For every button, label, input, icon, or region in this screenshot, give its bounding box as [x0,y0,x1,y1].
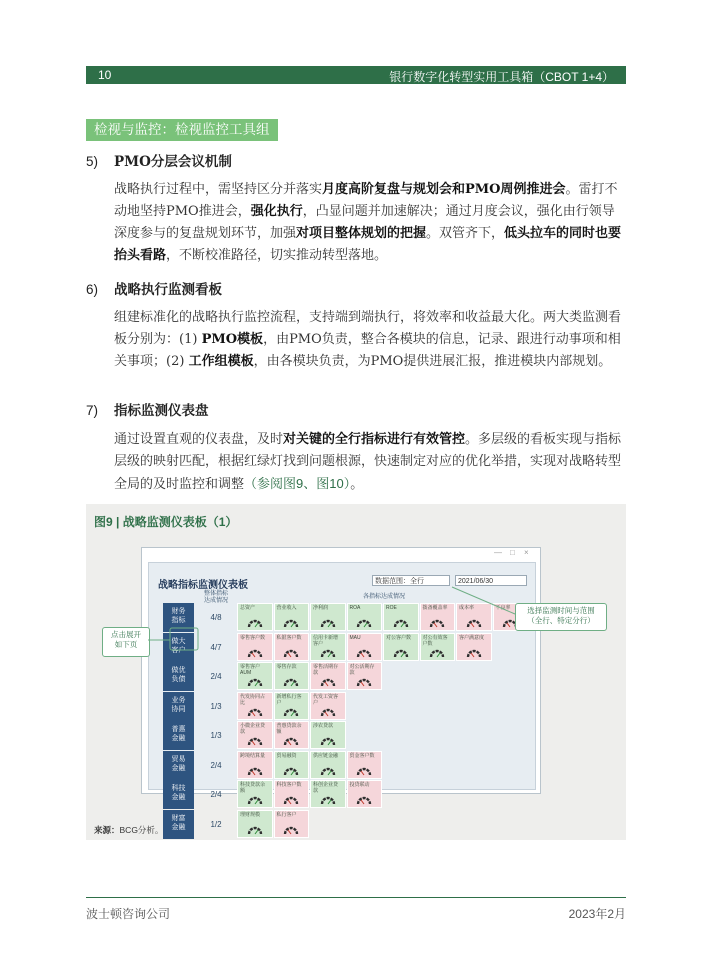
indicator-label: 科技贷款余额 [240,782,266,794]
row-category[interactable]: 贸易 金融 [163,751,194,780]
indicator-label: 投贷联动 [349,782,370,788]
date-input[interactable]: 2021/06/30 [455,575,527,586]
footer-company: 波士顿咨询公司 [86,907,171,921]
body-text: 。双管齐下， [426,226,505,241]
body-text: ，凸显问题并加速解决；通过月度会议，强化由行领导深度参与的复盘规划环节，加强 [114,204,615,241]
indicator-label: 理财规模 [240,811,261,818]
maximize-icon[interactable]: □ [510,548,515,557]
emphasis-text: 工作组模板 [188,354,254,369]
indicator-label: 新增私行客户 [276,693,302,706]
indicator-label: 贸易融资 [276,752,297,759]
row-category[interactable]: 业务 协同 [163,692,194,721]
emphasis-text: 对项目整体规划的把握 [296,226,427,241]
row-ratio: 4/8 [210,613,222,622]
indicator-label: 跨境结算量 [240,752,266,759]
item-number: 7) [86,403,99,418]
minimize-icon[interactable]: — [494,548,502,557]
overall-header: 整体指标 达成情况 [203,591,228,604]
callout-expand: 点击展开 如下页 [102,627,150,657]
indicator-label: 零售活期存款 [313,664,339,676]
indicator-label: 私行客户 [276,811,297,818]
emphasis-text: 低头拉车的同时也要抬头看路 [114,226,622,263]
page-number: 10 [98,68,112,82]
body-text: 。多层级的看板实现与指标层级的映射匹配，根据红绿灯找到问题根源，快速制定对应的优化举措，实现对战略转型全局的及时监控和调整 [114,432,622,492]
row-category[interactable]: 做大 客户 [163,633,194,662]
indicator-label: 总资产 [240,605,256,611]
row-ratio: 1/3 [210,701,222,711]
indicator-label: 净利润 [313,605,329,611]
item-title: 战略执行监测看板 [114,282,222,298]
detail-header: 各指标达成情况 [362,594,405,600]
body-text: 。 [350,477,364,492]
dashboard-title: 战略指标监测仪表板 [158,580,248,591]
source-text: BCG分析。 [119,825,164,835]
row-ratio: 2/4 [210,790,222,799]
item-number: 6) [86,282,99,297]
indicator-label: 代发工资客户 [313,693,339,706]
item-title: 指标监测仪表盘 [114,403,209,419]
emphasis-text: 对关键的全行指标进行有效管控 [283,432,466,447]
indicator-label: 对公有效客户数 [422,634,448,647]
section-tag: 检视与监控：检视监控工具组 [86,119,278,141]
row-category[interactable]: 财富 金融 [163,810,194,839]
row-category[interactable]: 普惠 金融 [163,721,194,750]
indicator-label: 零售客户AUM [240,664,261,676]
item-number: 5) [86,154,99,169]
body-text: ，由PMO负责，整合各模块的信息，记录、跟进行动事项和相关事项；(2) [114,332,621,369]
indicator-label: 科技客户数 [276,782,302,788]
indicator-label: ROE [386,605,397,611]
close-icon[interactable]: × [524,548,529,557]
row-ratio: 2/4 [210,672,222,681]
indicator-label: 代发协同占比 [240,693,266,706]
indicator-label: 对公活期存款 [349,664,375,676]
indicator-label: 成本率 [459,605,475,611]
indicator-label: 不良率 [495,605,511,611]
body-text: ，由各模块负责，为PMO提供进展汇报，推进模块内部规划。 [253,354,612,369]
indicator-label: 对公客户数 [386,634,412,641]
book-title: 银行数字化转型实用工具箱（CBOT 1+4） [389,70,614,84]
row-category[interactable]: 科技 金融 [163,780,194,809]
body-text: 战略执行过程中，需坚持区分并落实 [114,182,323,197]
range-select[interactable]: 数据范围：全行 [372,575,450,586]
body-text: ，不断校准路径，切实推动转型落地。 [166,248,388,263]
indicator-label: 普惠贷款余额 [276,723,302,735]
body-text: 组建标准化的战略执行监控流程，支持端到端执行，将效率和收益最大化。两大类监测看板分别为：(1) [114,310,622,347]
indicator-label: 拨备覆盖率 [422,605,448,611]
row-ratio: 1/3 [210,731,222,740]
indicator-label: 小微企业贷款 [240,723,266,735]
indicator-label: 贸金客户数 [349,752,375,759]
indicator-label: 科创企业贷款 [313,782,339,794]
indicator-label: 客户满意度 [459,634,485,641]
indicator-label: ROA [349,605,361,611]
callout-select-range: 选择监测时间与范围 （全行、特定分行） [515,603,607,631]
figure-reference-link[interactable]: （参阅图9、图10） [244,476,351,491]
row-category[interactable]: 做优 负债 [163,662,194,691]
emphasis-text: PMO模板 [201,332,264,347]
row-category[interactable]: 财务 指标 [163,603,194,632]
row-ratio: 1/2 [210,819,222,829]
body-text: 通过设置直观的仪表盘，及时 [114,432,284,447]
footer-rule [86,897,626,898]
indicator-label: 营业收入 [276,605,297,611]
emphasis-text: 强化执行 [250,204,303,219]
indicator-label: MAU [349,634,361,641]
row-ratio: 4/7 [210,642,222,652]
item-title: PMO分层会议机制 [114,154,232,170]
footer-date: 2023年2月 [568,907,626,921]
indicator-label: 零售客户数 [240,634,266,641]
figure-caption: 图9 | 战略监测仪表板（1） [94,515,238,529]
figure-source [94,824,163,836]
indicator-label: 信用卡新增客户 [313,634,339,647]
body-text: 。雷打不动地坚持PMO推进会， [114,182,618,219]
source-label: 来源： [94,825,120,835]
indicator-label: 零售存款 [276,664,297,670]
row-ratio: 2/4 [210,760,222,770]
indicator-label: 私银客户数 [276,634,302,641]
emphasis-text: 月度高阶复盘与规划会和PMO周例推进会 [322,182,566,197]
indicator-label: 涉农贷款 [313,723,334,729]
indicator-label: 供应链金融 [313,752,339,759]
